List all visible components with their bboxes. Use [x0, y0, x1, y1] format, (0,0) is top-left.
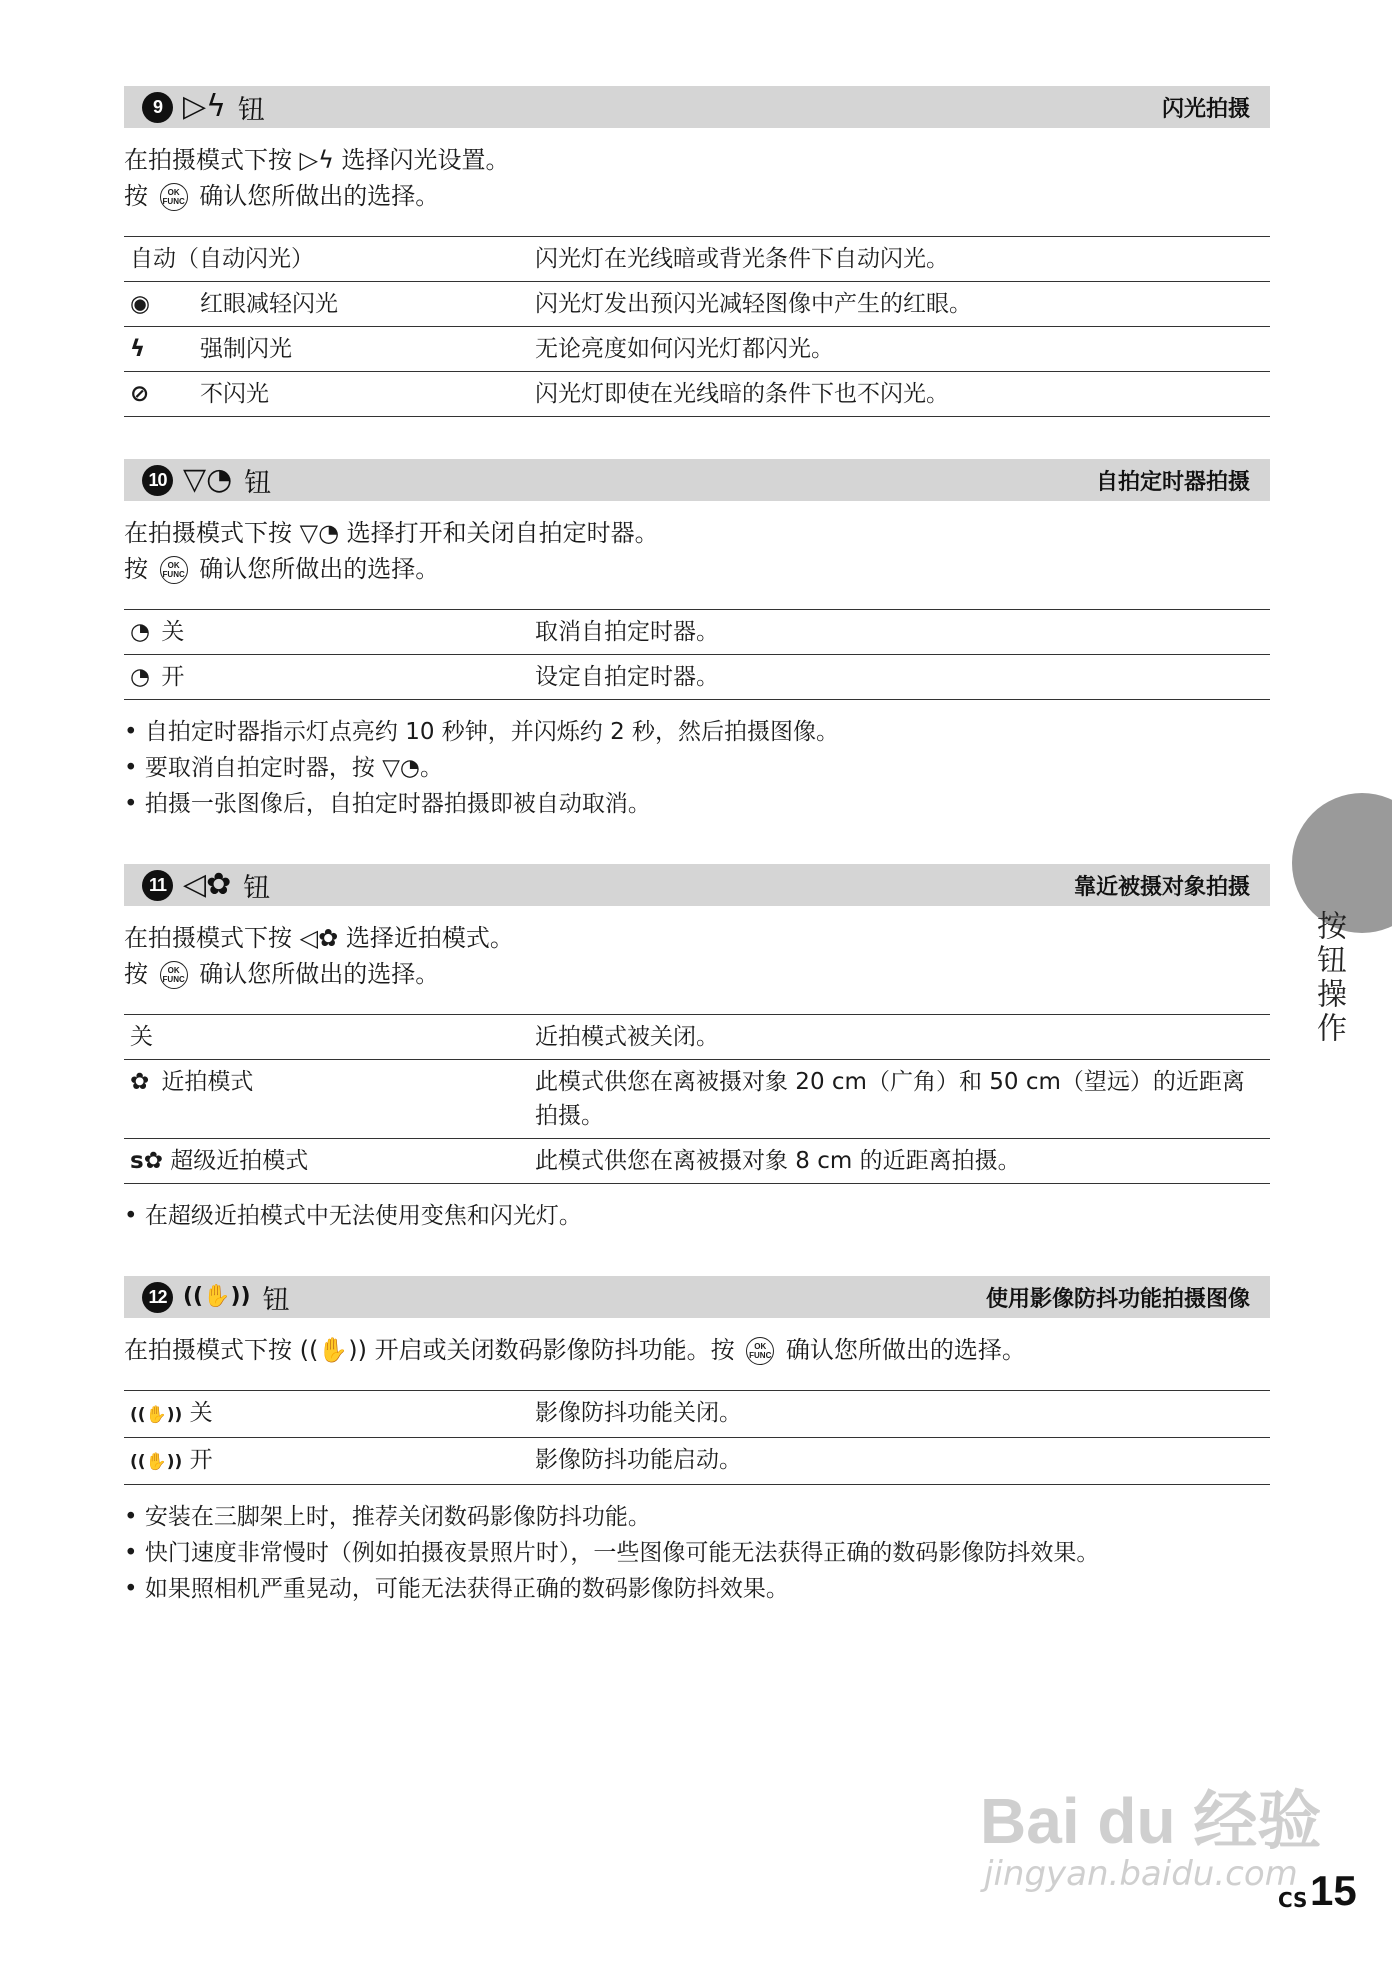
image-stabilizer-icon: ((✋))	[130, 1405, 183, 1425]
intro-text: 确认您所做出的选择。	[199, 960, 440, 988]
option-description: 闪光灯发出预闪光减轻图像中产生的红眼。	[529, 282, 1270, 327]
self-timer-icon: ◔	[130, 619, 151, 645]
option-description: 近拍模式被关闭。	[529, 1015, 1270, 1060]
image-stabilizer-icon: ((✋))	[130, 1452, 183, 1472]
intro-line	[124, 551, 1270, 587]
option-description: 闪光灯即使在光线暗的条件下也不闪光。	[529, 372, 1270, 417]
intro-line	[124, 178, 1270, 214]
table-row	[124, 1060, 1270, 1139]
intro-line: 在拍摄模式下按 ▷ϟ 选择闪光设置。	[124, 146, 510, 174]
table-row	[124, 1139, 1270, 1184]
option-description: 影像防抖功能关闭。	[529, 1391, 1270, 1438]
option-description: 无论亮度如何闪光灯都闪光。	[529, 327, 1270, 372]
option-label: s✿ 超级近拍模式	[124, 1139, 529, 1184]
intro-text: 按	[124, 182, 148, 210]
option-label: ϟ 强制闪光	[124, 327, 529, 372]
option-description: 闪光灯在光线暗或背光条件下自动闪光。	[529, 237, 1270, 282]
table-row	[124, 1438, 1270, 1485]
option-description: 设定自拍定时器。	[529, 655, 1270, 700]
intro-text: 确认您所做出的选择。	[785, 1336, 1026, 1364]
option-description: 取消自拍定时器。	[529, 610, 1270, 655]
option-label: 关	[124, 1015, 529, 1060]
table-row	[124, 1015, 1270, 1060]
section-number-badge: 10	[142, 465, 173, 496]
note-item: • 要取消自拍定时器，按 ▽◔。	[124, 755, 443, 781]
red-eye-icon: ◉	[130, 291, 151, 317]
option-label: ◔ 开	[124, 655, 529, 700]
intro-line	[124, 956, 1270, 992]
section-intro	[124, 1332, 1270, 1368]
notes-list	[124, 1198, 1270, 1234]
note-item: • 自拍定时器指示灯点亮约 10 秒钟，并闪烁约 2 秒，然后拍摄图像。	[124, 719, 840, 745]
intro-text: 确认您所做出的选择。	[199, 555, 440, 583]
ok-func-icon: OK FUNC	[160, 556, 188, 584]
table-row	[124, 282, 1270, 327]
side-tab-label: 按钮操作	[1311, 910, 1346, 1046]
note-item: • 安装在三脚架上时，推荐关闭数码影像防抖功能。	[124, 1504, 651, 1530]
option-description: 此模式供您在离被摄对象 20 cm（广角）和 50 cm（望远）的近距离拍摄。	[529, 1060, 1270, 1139]
note-item: • 在超级近拍模式中无法使用变焦和闪光灯。	[124, 1203, 582, 1229]
section-10-header	[124, 459, 1270, 501]
button-label: 钮	[243, 872, 271, 904]
section-9-header	[124, 86, 1270, 128]
table-row	[124, 1391, 1270, 1438]
section-number-badge: 9	[142, 92, 173, 123]
watermark-logo: Bai du 经验	[980, 1785, 1322, 1857]
image-stabilizer-icon: ((✋))	[183, 1284, 251, 1309]
table-row	[124, 237, 1270, 282]
flash-on-icon: ϟ	[130, 336, 146, 362]
ok-func-icon: OK FUNC	[746, 1337, 774, 1365]
macro-options-table	[124, 1014, 1270, 1184]
watermark-url: jingyan.baidu.com	[984, 1854, 1298, 1894]
option-label: 自动（自动闪光）	[124, 237, 529, 282]
ok-func-icon: OK FUNC	[160, 961, 188, 989]
option-label: ((✋)) 关	[124, 1391, 529, 1438]
section-title: 闪光拍摄	[1161, 96, 1250, 122]
flash-off-icon: ⊘	[130, 381, 150, 407]
option-label: ✿ 近拍模式	[124, 1060, 529, 1139]
section-intro	[124, 142, 1270, 214]
page-number: 15	[1310, 1867, 1357, 1914]
note-item: • 拍摄一张图像后，自拍定时器拍摄即被自动取消。	[124, 791, 651, 817]
intro-line: 在拍摄模式下按 ◁✿ 选择近拍模式。	[124, 924, 514, 952]
intro-line	[124, 1332, 1270, 1368]
macro-icon: ◁✿	[183, 867, 232, 902]
section-title: 自拍定时器拍摄	[1095, 469, 1250, 495]
option-label: ((✋)) 开	[124, 1438, 529, 1485]
self-timer-options-table	[124, 609, 1270, 700]
page-language: CS	[1278, 1888, 1308, 1912]
super-macro-icon: s✿	[130, 1148, 163, 1174]
table-row	[124, 327, 1270, 372]
section-intro	[124, 515, 1270, 587]
manual-content	[124, 86, 1270, 1607]
button-label: 钮	[262, 1284, 290, 1316]
section-11-header	[124, 864, 1270, 906]
option-label: ◔ 关	[124, 610, 529, 655]
stabilizer-options-table	[124, 1390, 1270, 1485]
table-row	[124, 655, 1270, 700]
notes-list	[124, 714, 1270, 822]
intro-text: 确认您所做出的选择。	[199, 182, 440, 210]
intro-line: 在拍摄模式下按 ▽◔ 选择打开和关闭自拍定时器。	[124, 519, 659, 547]
option-description: 影像防抖功能启动。	[529, 1438, 1270, 1485]
section-title: 靠近被摄对象拍摄	[1073, 874, 1250, 900]
option-description: 此模式供您在离被摄对象 8 cm 的近距离拍摄。	[529, 1139, 1270, 1184]
section-number-badge: 12	[142, 1282, 173, 1313]
note-item: • 如果照相机严重晃动，可能无法获得正确的数码影像防抖效果。	[124, 1576, 789, 1602]
button-label: 钮	[244, 467, 272, 499]
intro-text: 按	[124, 555, 148, 583]
button-label: 钮	[237, 94, 265, 126]
flash-options-table	[124, 236, 1270, 417]
intro-text: 按	[124, 960, 148, 988]
self-timer-icon: ◔	[130, 664, 151, 690]
ok-func-icon: OK FUNC	[160, 183, 188, 211]
flash-icon: ▷ϟ	[183, 89, 226, 124]
option-label: ◉ 红眼减轻闪光	[124, 282, 529, 327]
section-12-header	[124, 1276, 1270, 1318]
notes-list	[124, 1499, 1270, 1607]
macro-icon: ✿	[130, 1069, 150, 1095]
option-label: ⊘ 不闪光	[124, 372, 529, 417]
watermark	[980, 1770, 1321, 1894]
note-item: • 快门速度非常慢时（例如拍摄夜景照片时），一些图像可能无法获得正确的数码影像防抖效果。	[124, 1540, 1100, 1566]
table-row	[124, 610, 1270, 655]
intro-text: 在拍摄模式下按 ((✋)) 开启或关闭数码影像防抖功能。按	[124, 1336, 735, 1364]
section-number-badge: 11	[142, 870, 173, 901]
self-timer-icon: ▽◔	[183, 462, 233, 497]
table-row	[124, 372, 1270, 417]
section-title: 使用影像防抖功能拍摄图像	[985, 1286, 1250, 1312]
section-intro	[124, 920, 1270, 992]
